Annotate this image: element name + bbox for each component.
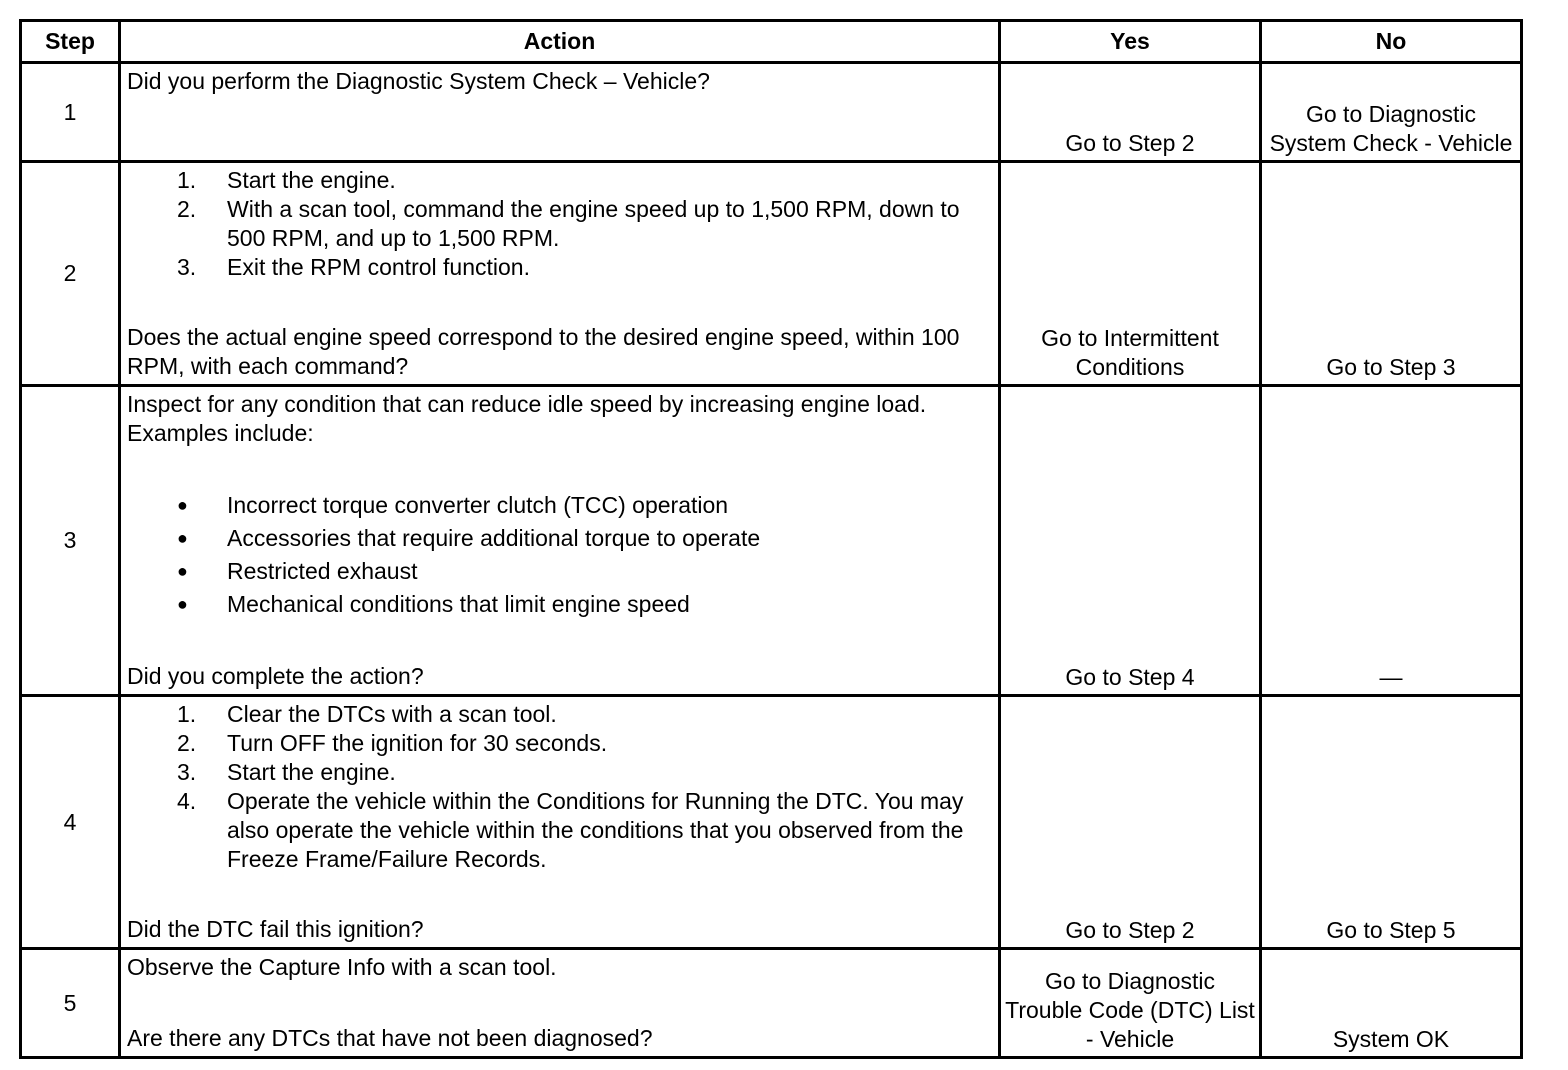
bullet-icon: ● [177,495,188,515]
action-cell [120,386,1000,696]
header-row [21,21,1522,63]
action-text: Did you perform the Diagnostic System Check – Vehicle? [127,68,710,94]
list-item: 1. Clear the DTCs with a scan tool. [177,701,557,727]
yes-result: Go to Step 2 [1000,63,1261,162]
yes-result: Go to Diagnostic Trouble Code (DTC) List - Vehicle [1000,949,1261,1058]
list-item: ● Mechanical conditions that limit engine speed [127,588,992,621]
bullet-icon: ● [177,594,188,614]
action-cell [120,162,1000,386]
list-item: ● Incorrect torque converter clutch (TCC) operation [127,489,992,522]
step-number: 1 [21,63,120,162]
action-text: Observe the Capture Info with a scan tool. [127,954,557,980]
table-row [21,63,1522,162]
step-number: 3 [21,386,120,696]
header-action: Action [120,21,1000,63]
header-no: No [1261,21,1522,63]
header-step: Step [21,21,120,63]
step-number: 2 [21,162,120,386]
action-cell [120,63,1000,162]
step-number: 5 [21,949,120,1058]
bullet-list [127,489,992,621]
list-item: 2. With a scan tool, command the engine speed up to 1,500 RPM, down to 500 RPM, and up to 1,500 RPM. [177,196,960,251]
action-question: Are there any DTCs that have not been diagnosed? [127,1025,653,1051]
table-row [21,696,1522,949]
list-item: 4. Operate the vehicle within the Conditions for Running the DTC. You may also operate the vehicle within the conditions that you observed from the Freeze Frame/Failure Records. [177,788,964,872]
action-cell [120,949,1000,1058]
yes-result: Go to Step 4 [1000,386,1261,696]
list-item: ● Restricted exhaust [127,555,992,588]
action-cell [120,696,1000,949]
list-item: 1. Start the engine. [177,167,396,193]
numbered-list [127,700,992,874]
numbered-list [127,166,992,282]
list-item: 2. Turn OFF the ignition for 30 seconds. [177,730,608,756]
no-result: Go to Step 3 [1261,162,1522,386]
no-result: — [1261,386,1522,696]
action-text: Inspect for any condition that can reduce idle speed by increasing engine load. Examples include: [127,391,927,446]
diagnostic-table [19,19,1523,1059]
table-row [21,949,1522,1058]
yes-result: Go to Intermittent Conditions [1000,162,1261,386]
table-row [21,386,1522,696]
no-result: Go to Step 5 [1261,696,1522,949]
action-question: Does the actual engine speed correspond to the desired engine speed, within 100 RPM, with each command? [127,324,960,379]
list-item: 3. Exit the RPM control function. [177,254,530,280]
list-item: 3. Start the engine. [177,759,396,785]
header-yes: Yes [1000,21,1261,63]
bullet-icon: ● [177,561,188,581]
bullet-icon: ● [177,528,188,548]
action-question: Did you complete the action? [127,663,424,689]
list-item: ● Accessories that require additional torque to operate [127,522,992,555]
step-number: 4 [21,696,120,949]
no-result: System OK [1261,949,1522,1058]
table-row [21,162,1522,386]
no-result: Go to Diagnostic System Check - Vehicle [1261,63,1522,162]
yes-result: Go to Step 2 [1000,696,1261,949]
action-question: Did the DTC fail this ignition? [127,916,424,942]
